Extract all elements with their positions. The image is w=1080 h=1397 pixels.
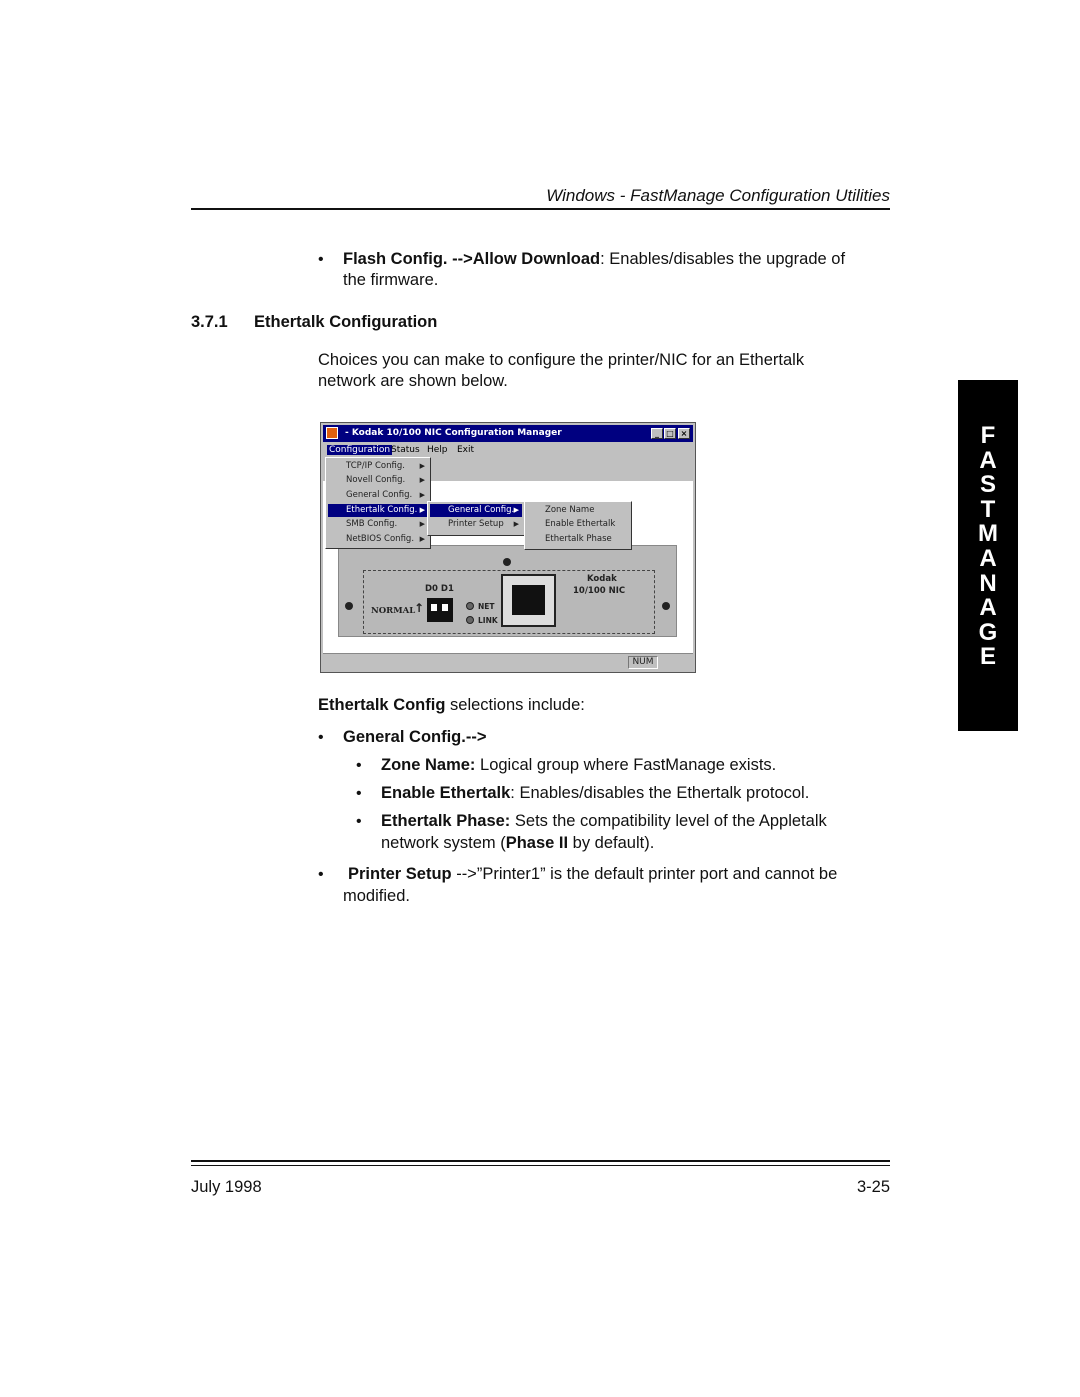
link-led-icon	[466, 616, 474, 624]
intro-paragraph-line2: network are shown below.	[318, 372, 508, 390]
led-net-label: NET	[478, 602, 495, 611]
nic-panel	[338, 545, 677, 637]
side-tab-letter: G	[978, 618, 998, 646]
fastmanage-side-tab	[958, 380, 1018, 731]
enable-ethertalk-term: Enable Ethertalk	[381, 784, 511, 802]
window-titlebar	[323, 425, 693, 442]
footer-rule	[191, 1160, 890, 1162]
enable-ethertalk-item	[381, 783, 809, 804]
selections-intro	[318, 695, 585, 716]
screw-right-icon	[662, 602, 670, 610]
submenu-item-general-config[interactable]: General Config. ▶	[430, 504, 522, 517]
ethertalk-phase-item	[381, 811, 827, 832]
side-tab-letter: A	[979, 594, 997, 622]
section-title: Ethertalk Configuration	[254, 313, 438, 331]
ethertalk-phase-line2: network system (Phase II by default).	[381, 834, 655, 852]
side-tab-letter: E	[979, 643, 996, 671]
status-bar	[323, 653, 693, 671]
section-number: 3.7.1	[191, 313, 228, 331]
bullet-dot: •	[318, 251, 324, 268]
panel-model: 10/100 NIC	[573, 586, 626, 596]
submenu-item-printer-setup[interactable]: Printer Setup ▶	[448, 519, 519, 529]
side-tab-letter: M	[978, 520, 998, 548]
zone-name-desc: Logical group where FastManage exists.	[475, 756, 777, 774]
menu-configuration[interactable]: Configuration	[329, 445, 391, 455]
app-icon	[326, 427, 338, 439]
printer-setup-line1	[348, 864, 837, 885]
zone-name-term: Zone Name:	[381, 756, 476, 774]
bullet-dot: •	[318, 866, 324, 883]
switch-labels: D0 D1	[425, 584, 454, 594]
header-rule	[191, 208, 890, 210]
normal-label: NORMAL	[371, 606, 416, 616]
screw-left-icon	[345, 602, 353, 610]
submenu-item-ethertalk-phase[interactable]: Ethertalk Phase	[545, 534, 612, 544]
arrow-up-icon: ↑	[414, 601, 425, 615]
bullet-dot: •	[356, 813, 362, 830]
enable-ethertalk-desc: : Enables/disables the Ethertalk protocol.	[510, 784, 810, 802]
side-tab-letter: A	[979, 544, 997, 572]
menu-item-tcpip[interactable]: TCP/IP Config. ▶	[346, 461, 425, 471]
bullet-dot: •	[356, 785, 362, 802]
menu-item-general[interactable]: General Config. ▶	[346, 490, 425, 500]
rj45-port-icon	[501, 574, 556, 627]
submenu-item-enable-ethertalk[interactable]: Enable Ethertalk	[545, 519, 616, 529]
panel-brand: Kodak	[587, 574, 617, 584]
close-icon[interactable]: ×	[678, 428, 690, 439]
minimize-icon[interactable]: _	[651, 428, 663, 439]
configuration-menu	[325, 457, 431, 549]
zone-name-item	[381, 755, 776, 776]
flash-config-line2: the firmware.	[343, 271, 439, 289]
submenu-item-zone-name[interactable]: Zone Name	[545, 505, 595, 515]
bullet-dot: •	[356, 757, 362, 774]
printer-setup-line2: modified.	[343, 887, 410, 905]
flash-config-term: Flash Config. -->Allow Download	[343, 250, 601, 268]
maximize-icon[interactable]: □	[664, 428, 676, 439]
menu-item-smb[interactable]: SMB Config. ▶	[346, 519, 425, 529]
intro-paragraph-line1: Choices you can make to configure the printer/NIC for an Ethertalk	[318, 351, 805, 369]
menu-exit[interactable]: Exit	[457, 445, 475, 455]
config-manager-screenshot	[320, 422, 696, 673]
section-heading	[191, 313, 437, 332]
menubar	[323, 443, 693, 457]
printer-setup-term: Printer Setup	[348, 865, 452, 883]
flash-config-line1	[343, 249, 845, 270]
printer-setup-desc: -->”Printer1” is the default printer port and cannot be	[451, 865, 838, 883]
side-tab-letter: S	[979, 471, 996, 499]
general-submenu	[524, 501, 632, 550]
page-number: 3-25	[856, 1178, 890, 1196]
screw-top-icon	[503, 558, 511, 566]
menu-status[interactable]: Status	[391, 445, 420, 455]
bullet-dot: •	[318, 729, 324, 746]
ethertalk-phase-desc: Sets the compatibility level of the Appletalk	[510, 812, 827, 830]
side-tab-letter: F	[980, 422, 996, 449]
general-config-label: General Config.-->	[343, 728, 487, 746]
led-link-label: LINK	[478, 616, 498, 625]
phase-ii-term: Phase II	[505, 834, 569, 852]
num-lock-indicator: NUM	[628, 656, 658, 669]
window-title: - Kodak 10/100 NIC Configuration Manager	[345, 428, 562, 438]
menu-item-ethertalk[interactable]: Ethertalk Config. ▶	[328, 504, 428, 517]
menu-item-netbios[interactable]: NetBIOS Config. ▶	[346, 534, 425, 544]
side-tab-letter: T	[980, 495, 996, 523]
menu-help[interactable]: Help	[427, 445, 448, 455]
ethertalk-submenu	[427, 501, 525, 536]
ethertalk-phase-term: Ethertalk Phase:	[381, 812, 511, 830]
side-tab-letter: N	[979, 569, 997, 597]
side-tab-letter: A	[979, 446, 997, 474]
net-led-icon	[466, 602, 474, 610]
dip-switch	[427, 598, 453, 622]
footer-rule	[191, 1165, 890, 1166]
menu-item-novell[interactable]: Novell Config. ▶	[346, 475, 425, 485]
selections-intro-rest: selections include:	[445, 696, 585, 714]
running-header: Windows - FastManage Configuration Utilities	[546, 186, 890, 205]
selections-intro-term: Ethertalk Config	[318, 696, 446, 714]
footer-date: July 1998	[191, 1178, 262, 1196]
flash-config-desc: : Enables/disables the upgrade of	[600, 250, 846, 268]
